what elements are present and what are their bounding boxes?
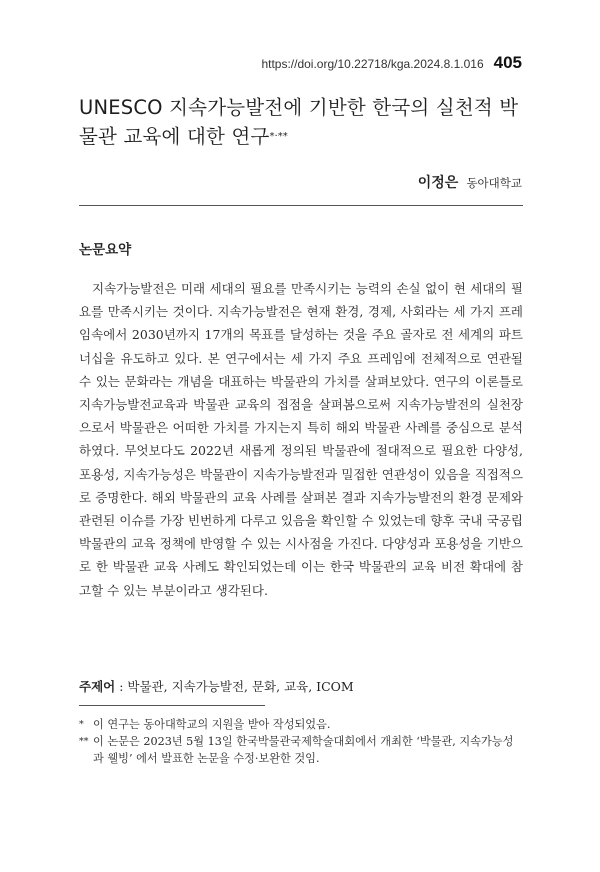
author-name: 이정은 [417, 175, 459, 191]
page-number: 405 [493, 53, 522, 72]
keywords-separator: : [119, 679, 128, 694]
keywords-list: 박물관, 지속가능발전, 문화, 교육, ICOM [127, 679, 354, 694]
paper-title [79, 93, 529, 151]
page-header [261, 53, 522, 73]
keywords-line [79, 677, 523, 695]
author-affiliation: 동아대학교 [466, 176, 522, 190]
header-divider [79, 205, 523, 206]
title-footnote-marks: *·** [269, 131, 288, 142]
abstract-body: 지속가능발전은 미래 세대의 필요를 만족시키는 능력의 손실 없이 현 세대의 필요를 만족시키는 것이다. 지속가능발전은 현재 환경, 경제, 사회라는 세 가지 프레임속에서 2030년까지 17개의 목표를 달성하는 것을 주요 골자로 전 세계의 파트너십을 유도하고 있다. 본 연구에서는 세 가지 주요 프레임에 전체적으로 연관될 수 있는 문화라는 개념을 대표하는 박물관의 가치를 살펴보았다. 연구의 이론틀로 지속가능발전교육과 박물관 교육의 접점을 살펴봄으로써 지속가능발전의 실천장으로서 박물관은 어떠한 가치를 가지는지 특히 해외 박물관 사례를 중심으로 분석하였다. 무엇보다도 2022년 새롭게 정의된 박물관에 절대적으로 필요한 다양성, 포용성, 지속가능성은 박물관이 지속가능발전과 밀접한 연관성이 있음을 직접적으로 증명한다. 해외 박물관의 교육 사례를 살펴본 결과 지속가능발전의 환경 문제와 관련된 이슈를 가장 빈번하게 다루고 있음을 확인할 수 있었는데 향후 국내 국공립박물관의 교육 정책에 반영할 수 있는 시사점을 가진다. 다양성과 포용성을 기반으로 한 박물관 교육 사례도 확인되었는데 이는 한국 박물관의 교육 비전 확대에 참고할 수 있는 부분이라고 생각된다. [79, 281, 523, 598]
footnote-mark: * [79, 719, 84, 730]
keywords-label: 주제어 [79, 679, 116, 694]
doi-link[interactable]: https://doi.org/10.22718/kga.2024.8.1.016 [261, 57, 484, 71]
footnotes [79, 716, 523, 767]
footnote-text: 이 논문은 2023년 5월 13일 한국박물관국제학술대회에서 개최한 ‘박물관, 지속가능성과 웰빙’ 에서 발표한 논문을 수정·보완한 것임. [93, 735, 514, 765]
footnote-divider [79, 705, 265, 706]
abstract-heading: 논문요약 [79, 242, 132, 258]
paper-title-text: UNESCO 지속가능발전에 기반한 한국의 실천적 박물관 교육에 대한 연구 [79, 96, 519, 148]
footnote-item [79, 716, 523, 733]
footnote-text: 이 연구는 동아대학교의 지원을 받아 작성되었음. [93, 718, 331, 731]
author-line [418, 172, 522, 192]
footnote-item [79, 733, 523, 767]
footnote-mark: ** [79, 736, 89, 747]
